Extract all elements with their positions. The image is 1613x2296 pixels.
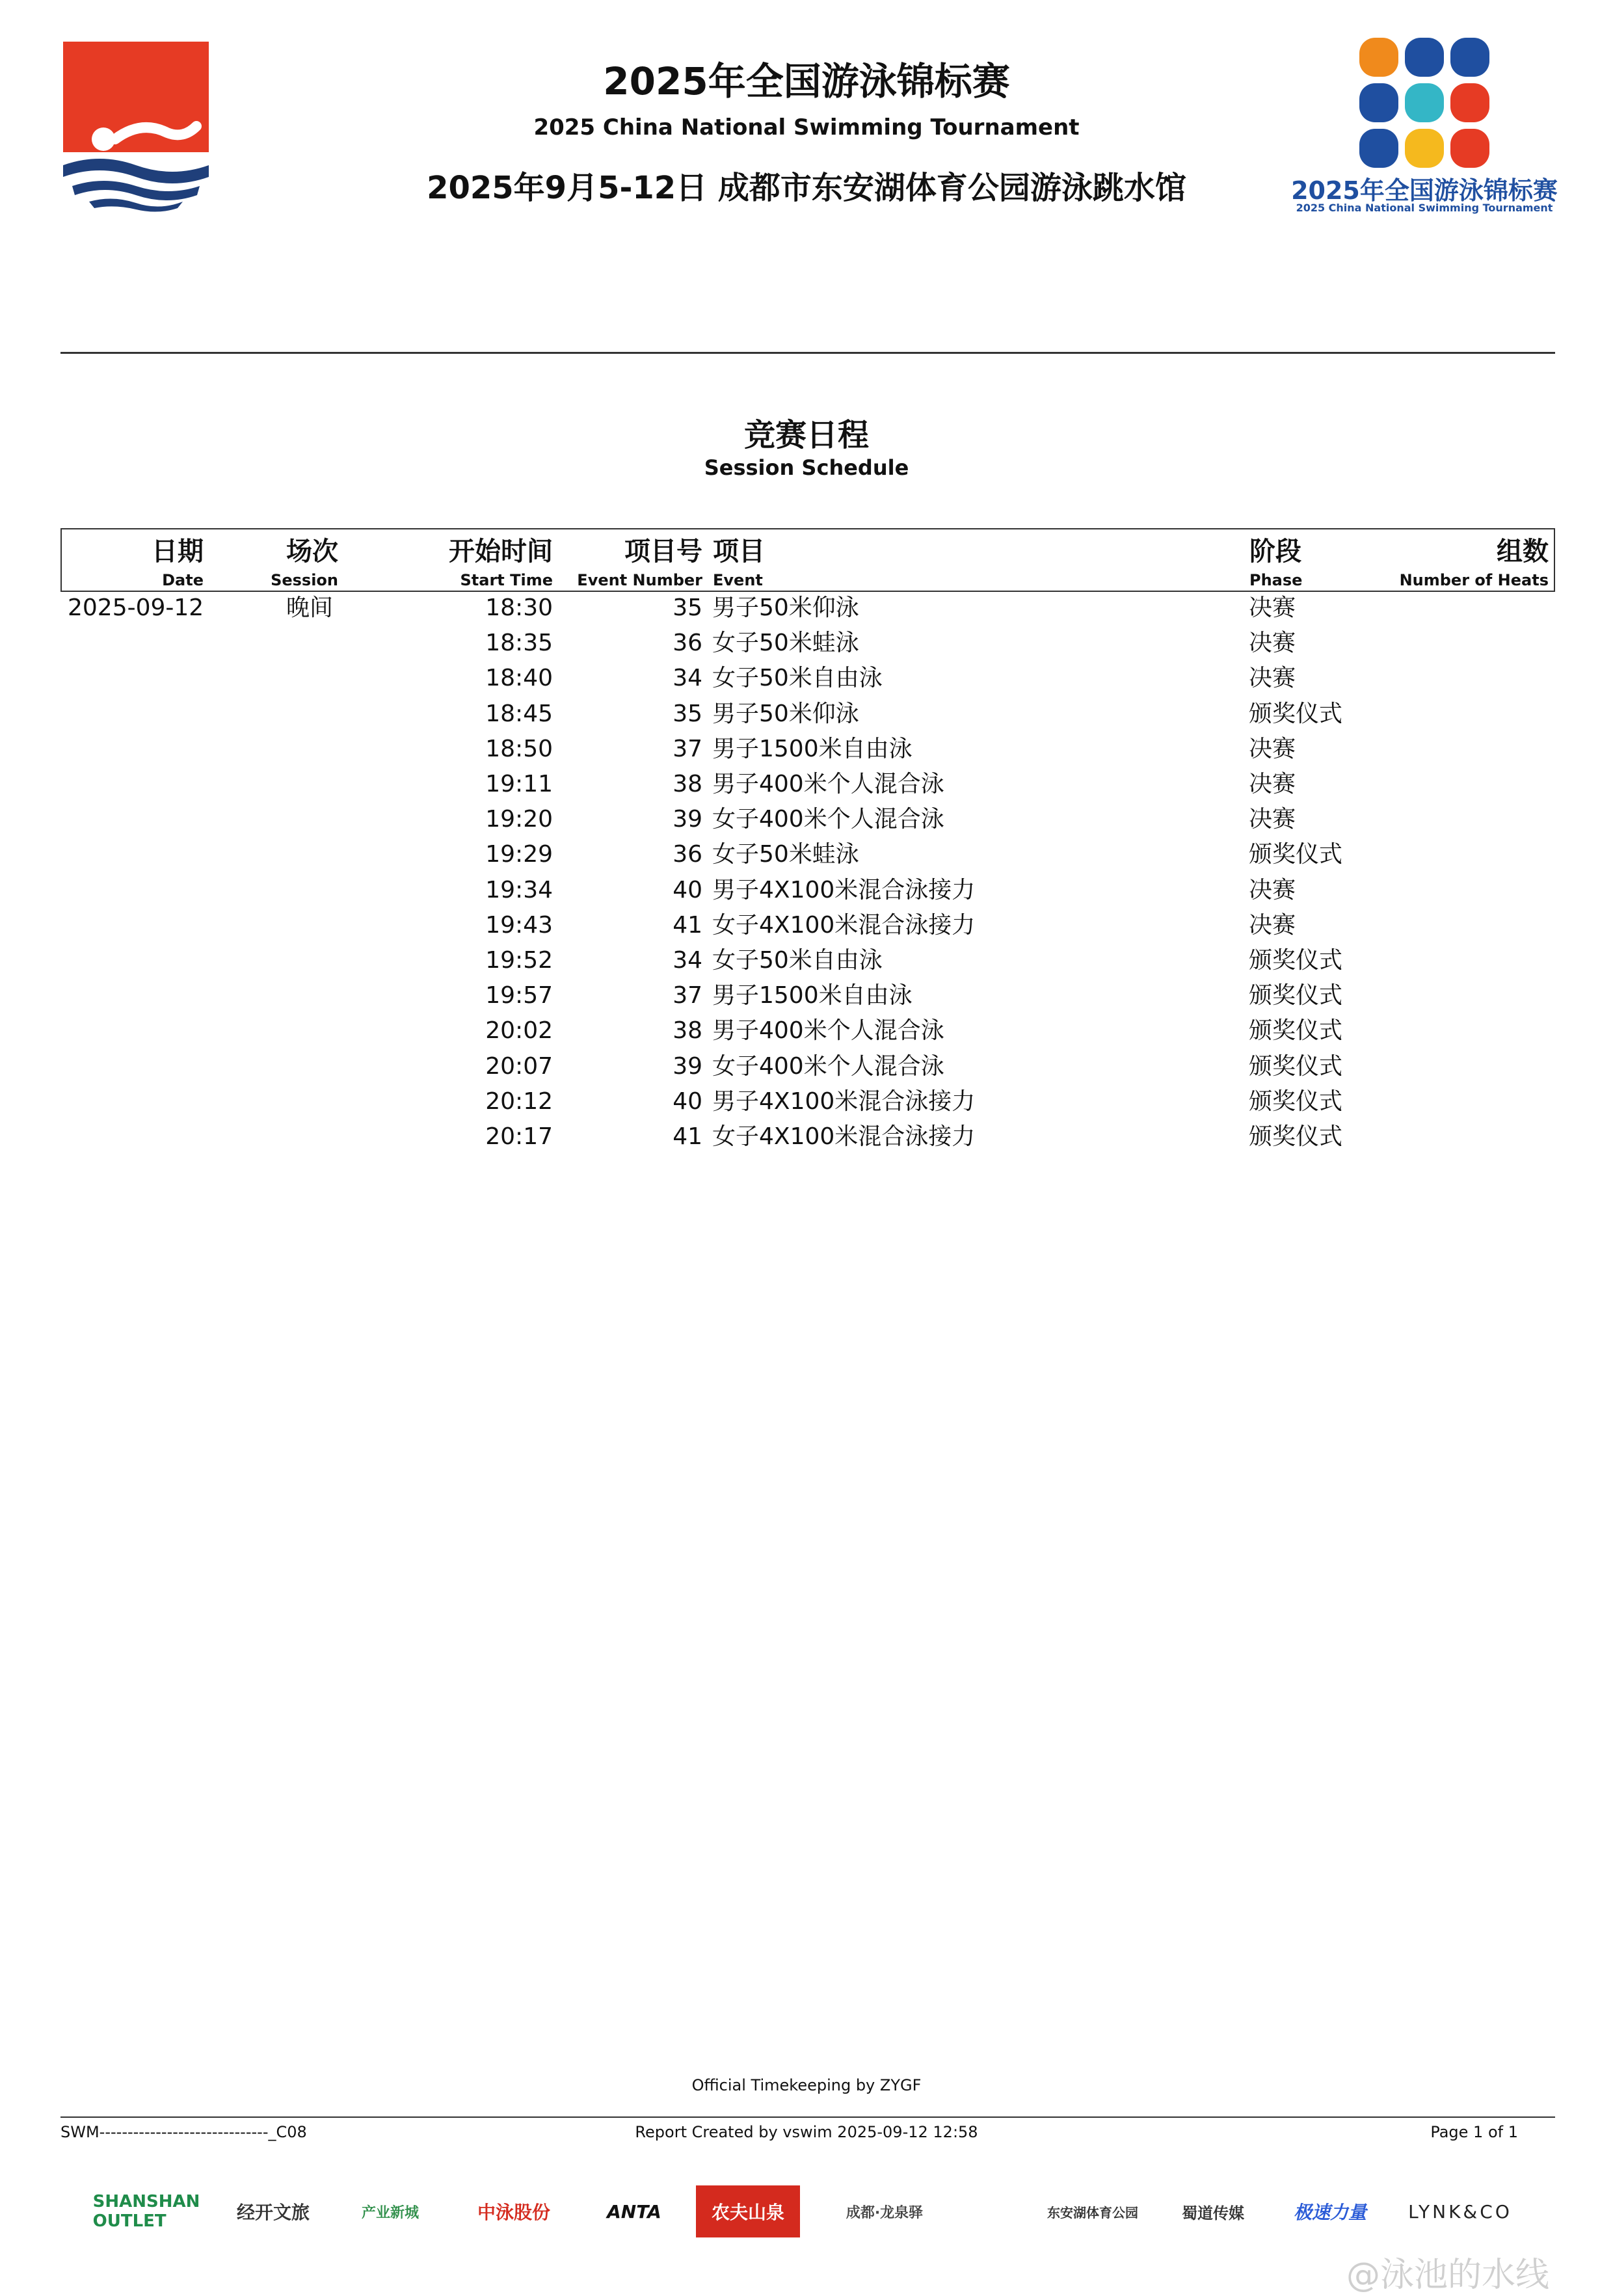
cell-phase: 决赛 [1249, 911, 1296, 939]
schedule-title-en: Session Schedule [704, 455, 909, 480]
cell-phase: 决赛 [1249, 735, 1296, 762]
cell-event-number: 39 [673, 1052, 702, 1080]
col-date-en: Date [162, 571, 204, 589]
col-session-cn: 场次 [286, 537, 338, 567]
col-session-en: Session [271, 571, 338, 589]
page-number: Page 1 of 1 [1430, 2123, 1518, 2141]
cell-start-time: 18:40 [485, 665, 553, 692]
col-event-number-cn: 项目号 [624, 537, 702, 567]
sponsor-longquanyi-logo: 成都·龙泉驿 [846, 2204, 924, 2221]
table-row [0, 661, 1613, 696]
cell-phase: 颁奖仪式 [1249, 1017, 1343, 1045]
cell-event-number: 35 [673, 700, 702, 727]
cell-event: 男子1500米自由泳 [712, 735, 913, 762]
cell-start-time: 20:17 [485, 1123, 553, 1150]
title-en: 2025 China National Swimming Tournament [533, 114, 1080, 140]
sponsor-anta-logo: ANTA [607, 2200, 661, 2223]
cell-event-number: 37 [673, 982, 702, 1009]
cell-event: 男子50米仰泳 [712, 594, 859, 621]
table-row [0, 1119, 1613, 1155]
cell-event: 女子400米个人混合泳 [712, 806, 944, 833]
table-row [0, 908, 1613, 943]
cell-event: 女子50米蛙泳 [712, 630, 859, 657]
cell-start-time: 19:43 [485, 911, 553, 939]
col-event-cn: 项目 [713, 537, 765, 567]
cell-start-time: 18:45 [485, 700, 553, 727]
cell-session: 晚间 [286, 594, 334, 621]
sponsor-lynkco-logo: LYNK&CO [1408, 2200, 1512, 2223]
cell-event-number: 36 [673, 630, 702, 657]
sponsor-chanye-logo: 产业新城 [361, 2204, 419, 2221]
cell-phase: 决赛 [1249, 771, 1296, 797]
cell-event-number: 40 [673, 1088, 702, 1115]
cell-event: 女子50米自由泳 [712, 665, 883, 692]
cell-phase: 决赛 [1249, 594, 1296, 621]
table-row [0, 732, 1613, 767]
date-venue: 2025年9月5-12日 成都市东安湖体育公园游泳跳水馆 [427, 170, 1186, 206]
sponsor-nongfu-logo: 农夫山泉 [696, 2185, 800, 2237]
cell-phase: 决赛 [1249, 806, 1296, 833]
header-divider [60, 352, 1555, 354]
cell-event: 女子4X100米混合泳接力 [712, 1123, 976, 1150]
cell-event-number: 40 [673, 876, 702, 903]
sponsor-strip [92, 2185, 1554, 2237]
sponsor-shudao-logo: 蜀道传媒 [1182, 2204, 1244, 2223]
col-start-time-en: Start Time [460, 571, 553, 589]
col-event-en: Event [713, 571, 763, 589]
cell-start-time: 19:11 [485, 771, 553, 797]
col-start-time-cn: 开始时间 [449, 537, 553, 567]
cell-start-time: 18:35 [485, 630, 553, 657]
cell-date: 2025-09-12 [68, 594, 204, 621]
title-cn: 2025年全国游泳锦标赛 [603, 59, 1010, 103]
cell-event-number: 37 [673, 735, 702, 762]
schedule-title-cn: 竞赛日程 [743, 417, 869, 453]
col-heats-en: Number of Heats [1399, 571, 1549, 589]
sponsor-fastpower-logo: 极速力量 [1293, 2202, 1366, 2223]
sponsor-zhongyong-logo: 中泳股份 [477, 2202, 550, 2223]
col-phase-cn: 阶段 [1249, 537, 1301, 567]
table-row [0, 697, 1613, 732]
table-row [0, 943, 1613, 978]
cell-event-number: 35 [673, 594, 702, 621]
cell-event: 男子1500米自由泳 [712, 982, 913, 1009]
cell-phase: 颁奖仪式 [1249, 947, 1343, 974]
cell-start-time: 20:12 [485, 1088, 553, 1115]
cell-phase: 颁奖仪式 [1249, 1123, 1343, 1150]
table-row [0, 873, 1613, 908]
watermark: @泳池的水线 [1346, 2256, 1550, 2295]
table-row [0, 1013, 1613, 1048]
sponsor-jingkai-logo: 经开文旅 [236, 2202, 310, 2223]
table-row [0, 802, 1613, 837]
table-row [0, 837, 1613, 872]
table-row [0, 591, 1613, 626]
table-row [0, 1049, 1613, 1084]
tournament-logo-title-en: 2025 China National Swimming Tournament [1296, 202, 1553, 214]
cell-event-number: 34 [673, 947, 702, 974]
cell-event-number: 38 [673, 1017, 702, 1045]
col-date-cn: 日期 [152, 537, 204, 567]
cell-phase: 颁奖仪式 [1249, 1052, 1343, 1080]
cell-phase: 决赛 [1249, 876, 1296, 903]
cell-start-time: 19:57 [485, 982, 553, 1009]
table-row [0, 626, 1613, 661]
col-event-number-en: Event Number [577, 571, 702, 589]
table-header [60, 528, 1555, 592]
sponsor-donganhu-logo: 东安湖体育公园 [1047, 2204, 1138, 2221]
table-row [0, 767, 1613, 802]
cell-phase: 颁奖仪式 [1249, 700, 1343, 727]
tournament-logo [1359, 38, 1489, 168]
cell-phase: 颁奖仪式 [1249, 1088, 1343, 1115]
cell-event: 男子4X100米混合泳接力 [712, 876, 976, 903]
cell-event: 男子50米仰泳 [712, 700, 859, 727]
sponsor-shanshan-logo: SHANSHAN OUTLET [92, 2192, 200, 2231]
cell-start-time: 19:20 [485, 806, 553, 833]
cell-event-number: 36 [673, 841, 702, 868]
cell-start-time: 20:07 [485, 1052, 553, 1080]
col-heats-cn: 组数 [1497, 537, 1549, 567]
timekeeping-note: Official Timekeeping by ZYGF [691, 2076, 922, 2094]
cell-start-time: 18:50 [485, 735, 553, 762]
cell-start-time: 20:02 [485, 1017, 553, 1045]
table-row [0, 978, 1613, 1013]
cell-event: 女子4X100米混合泳接力 [712, 911, 976, 939]
cell-event: 女子50米蛙泳 [712, 841, 859, 868]
footer-divider [60, 2116, 1555, 2118]
cell-start-time: 19:29 [485, 841, 553, 868]
col-phase-en: Phase [1249, 571, 1303, 589]
cell-event-number: 41 [673, 911, 702, 939]
cell-event: 男子400米个人混合泳 [712, 771, 944, 797]
tournament-logo-title-cn: 2025年全国游泳锦标赛 [1291, 176, 1558, 205]
report-code: SWM------------------------------_C08 [60, 2123, 307, 2141]
cell-event: 男子400米个人混合泳 [712, 1017, 944, 1045]
table-row [0, 1084, 1613, 1119]
report-created: Report Created by vswim 2025-09-12 12:58 [635, 2123, 978, 2141]
cell-event: 男子4X100米混合泳接力 [712, 1088, 976, 1115]
cell-phase: 决赛 [1249, 665, 1296, 692]
cell-start-time: 18:30 [485, 594, 553, 621]
cell-event-number: 39 [673, 806, 702, 833]
cell-event-number: 38 [673, 771, 702, 797]
cell-phase: 颁奖仪式 [1249, 982, 1343, 1009]
cell-start-time: 19:52 [485, 947, 553, 974]
cell-event-number: 34 [673, 665, 702, 692]
cell-phase: 颁奖仪式 [1249, 841, 1343, 868]
cell-phase: 决赛 [1249, 630, 1296, 657]
cell-event-number: 41 [673, 1123, 702, 1150]
cell-event: 女子400米个人混合泳 [712, 1052, 944, 1080]
cell-start-time: 19:34 [485, 876, 553, 903]
cell-event: 女子50米自由泳 [712, 947, 883, 974]
